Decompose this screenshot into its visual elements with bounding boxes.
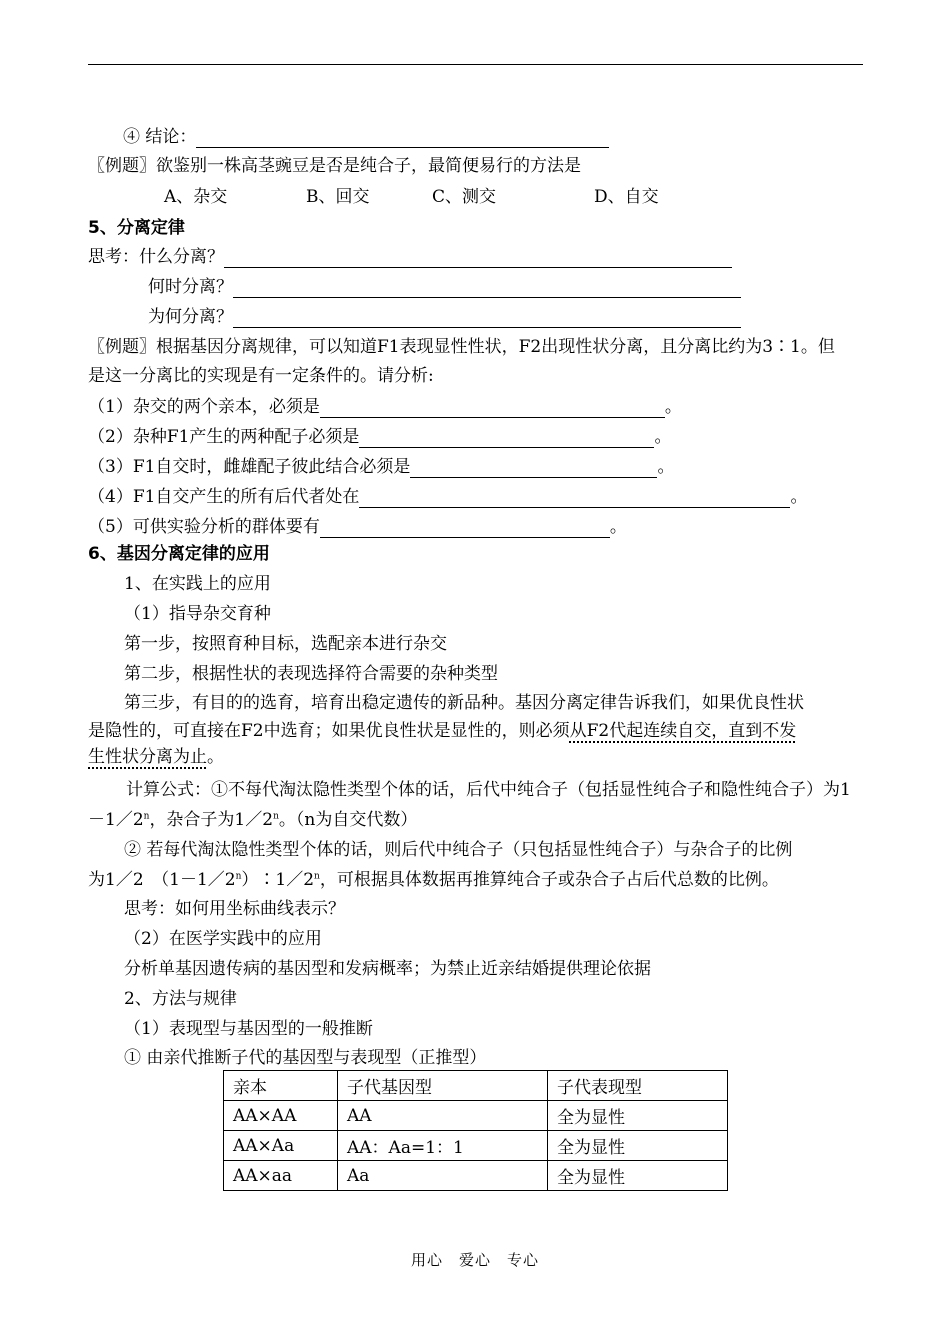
example1-option-d: D、自交 [594,187,659,207]
step3-line2 [88,720,796,742]
formula1-part-b: ，杂合子为1／2 [149,810,274,830]
table-row [224,1161,728,1191]
item3-blank[interactable] [410,459,657,478]
table-header-cell: 亲本 [224,1071,338,1101]
think-curve: 思考：如何用坐标曲线表示？ [124,899,345,919]
conclusion-line [123,126,609,148]
table-cell: Aa [338,1161,548,1191]
item3-suffix: 。 [657,457,675,477]
example1-option-c: C、测交 [432,187,497,207]
table-cell: 全为显性 [548,1161,728,1191]
example1-option-a: A、杂交 [164,187,228,207]
page-footer: 用心 爱心 专心 [410,1251,539,1269]
table-row [224,1101,728,1131]
item2-blank[interactable] [359,429,654,448]
table-row [224,1131,728,1161]
item1-prefix: （1）杂交的两个亲本，必须是 [88,397,320,417]
formula2-line1: ② 若每代淘汰隐性类型个体的话，则后代中纯合子（只包括显性纯合子）与杂合子的比例 [124,840,793,860]
table-cell: AA：Aa=1：1 [338,1131,548,1161]
exponent-n: n [235,871,242,882]
step1-text: 第一步，按照育种目标，选配亲本进行杂交 [124,634,447,654]
formula2-part-c: ，可根据具体数据再推算纯合子或杂合子占后代总数的比例。 [319,870,779,890]
table-cell: 全为显性 [548,1131,728,1161]
item1-suffix: 。 [664,397,682,417]
exponent-n: n [314,871,320,882]
example1-option-b: B、回交 [306,187,370,207]
formula1-line1: 计算公式：①不每代淘汰隐性类型个体的话，后代中纯合子（包括显性纯合子和隐性纯合子）为1 [126,780,851,800]
item5-blank[interactable] [320,519,610,538]
formula1-line2 [88,809,417,831]
item2-suffix: 。 [654,427,672,447]
example1-question: 〖例题〗欲鉴别一株高茎豌豆是否是纯合子，最简便易行的方法是 [88,156,581,176]
example2-item-5 [88,516,627,538]
medical-text: 分析单基因遗传病的基因型和发病概率；为禁止近亲结婚提供理论依据 [124,959,651,979]
think-line-when [148,276,741,298]
table-cell: 全为显性 [548,1101,728,1131]
header-rule [88,64,863,65]
sub2-1-heading: （1）表现型与基因型的一般推断 [124,1019,373,1039]
table-cell: AA×AA [224,1101,338,1131]
conclusion-label: ④ 结论： [123,127,197,147]
step3-line2-plain: 是隐性的，可直接在F2中选育；如果优良性状是显性的，则必须 [88,721,570,741]
item4-blank[interactable] [359,489,790,508]
item5-prefix: （5）可供实验分析的群体要有 [88,517,320,537]
example2-item-4 [88,486,807,508]
item4-prefix: （4）F1自交产生的所有后代者处在 [88,487,360,507]
table-header-cell: 子代表现型 [548,1071,728,1101]
item4-suffix: 。 [790,487,808,507]
example2-text-line1: 〖例题〗根据基因分离规律，可以知道F1表现显性性状，F2出现性状分离，且分离比约为3∶1。但 [88,337,835,357]
exponent-n: n [143,811,150,822]
example2-item-1 [88,396,682,418]
table-cell: AA [338,1101,548,1131]
think-line-why [148,306,741,328]
step3-line1: 第三步，有目的的选育，培育出稳定遗传的新品种。基因分离定律告诉我们，如果优良性状 [124,693,804,713]
think-when-blank[interactable] [233,279,741,298]
formula2-line2 [88,869,779,891]
sub2-heading: 2、方法与规律 [124,989,237,1009]
item2-prefix: （2）杂种F1产生的两种配子必须是 [88,427,360,447]
formula2-part-a: 为1／2 （1－1／2 [88,870,236,890]
item3-prefix: （3）F1自交时，雌雄配子彼此结合必须是 [88,457,411,477]
table-header-row [224,1071,728,1101]
example2-text-line2: 是这一分离比的实现是有一定条件的。请分析: [88,366,434,386]
step3-line2-emphasis: 从F2代起连续自交，直到不发 [569,721,797,741]
formula2-part-b: ）∶1／2 [241,870,315,890]
sub1-2-heading: （2）在医学实践中的应用 [124,929,322,949]
table-cell: AA×Aa [224,1131,338,1161]
sub1-heading: 1、在实践上的应用 [124,574,271,594]
section6-heading: 6、基因分离定律的应用 [88,544,270,564]
conclusion-blank[interactable] [196,129,609,148]
exponent-n: n [273,811,279,822]
section5-heading: 5、分离定律 [88,218,185,238]
sub1-1-heading: （1）指导杂交育种 [124,604,271,624]
genotype-table [223,1070,728,1191]
formula1-part-c: 。（n为自交代数） [278,810,418,830]
step3-line3 [88,746,224,768]
think-why-label: 为何分离？ [148,307,233,327]
example2-item-2 [88,426,671,448]
step2-text: 第二步，根据性状的表现选择符合需要的杂种类型 [124,664,498,684]
example2-item-3 [88,456,674,478]
think-line-what [88,246,732,268]
think-what-blank[interactable] [224,249,732,268]
formula1-part-a: －1／2 [88,810,144,830]
item5-suffix: 。 [609,517,627,537]
step3-line3-end: 。 [207,747,224,767]
step3-line3-emphasis: 生性状分离为止 [88,747,207,767]
sub2-1-a-heading: ① 由亲代推断子代的基因型与表现型（正推型） [124,1048,487,1068]
table-cell: AA×aa [224,1161,338,1191]
think-when-label: 何时分离？ [148,277,233,297]
item1-blank[interactable] [320,399,665,418]
think-why-blank[interactable] [233,309,741,328]
table-header-cell: 子代基因型 [338,1071,548,1101]
think-what-label: 思考：什么分离？ [88,247,224,267]
